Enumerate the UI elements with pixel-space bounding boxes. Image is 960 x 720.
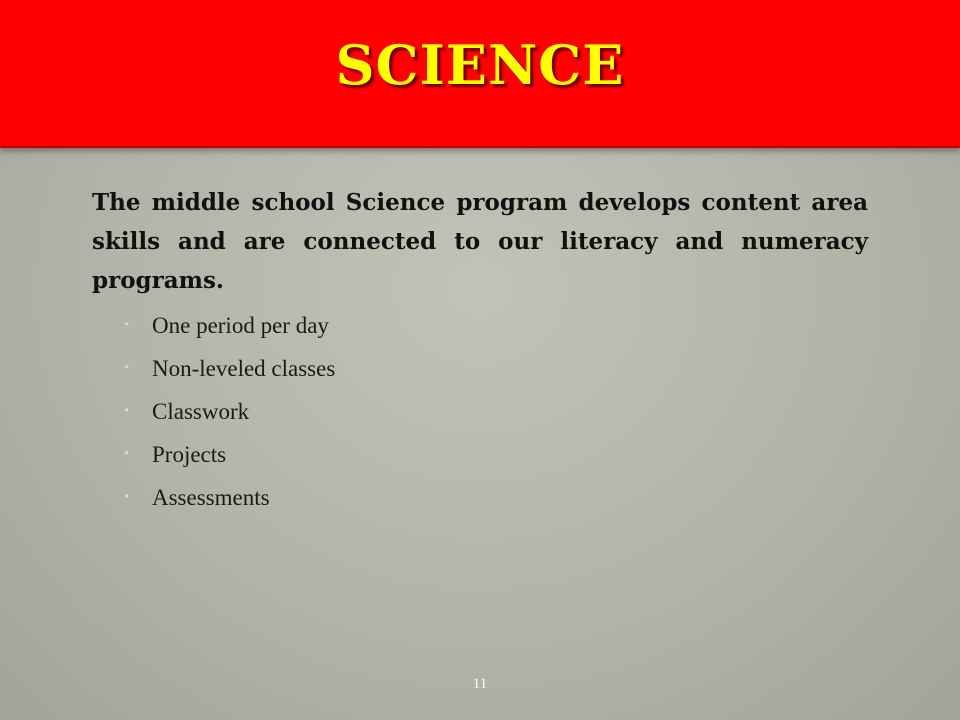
slide-title: SCIENCE [335, 33, 625, 97]
bullet-text: Assessments [152, 485, 270, 510]
intro-paragraph: The middle school Science program develops content area skills and are connected to our literacy and numeracy programs. [92, 189, 868, 294]
bullet-item [124, 476, 335, 519]
bullet-item [124, 390, 335, 433]
bullet-icon: • [124, 446, 130, 462]
bullet-list [124, 304, 335, 519]
bullet-text: Non-leveled classes [152, 356, 336, 381]
bullet-icon: • [124, 403, 130, 419]
bullet-text: One period per day [152, 313, 329, 338]
bullet-item [124, 304, 335, 347]
slide-number: 11 [472, 676, 488, 692]
bullet-icon: • [124, 489, 130, 505]
bullet-text: Classwork [152, 399, 250, 424]
bullet-icon: • [124, 317, 130, 333]
bullet-text: Projects [152, 442, 227, 467]
bullet-item [124, 347, 335, 390]
bullet-item [124, 433, 335, 476]
bullet-icon: • [124, 360, 130, 376]
